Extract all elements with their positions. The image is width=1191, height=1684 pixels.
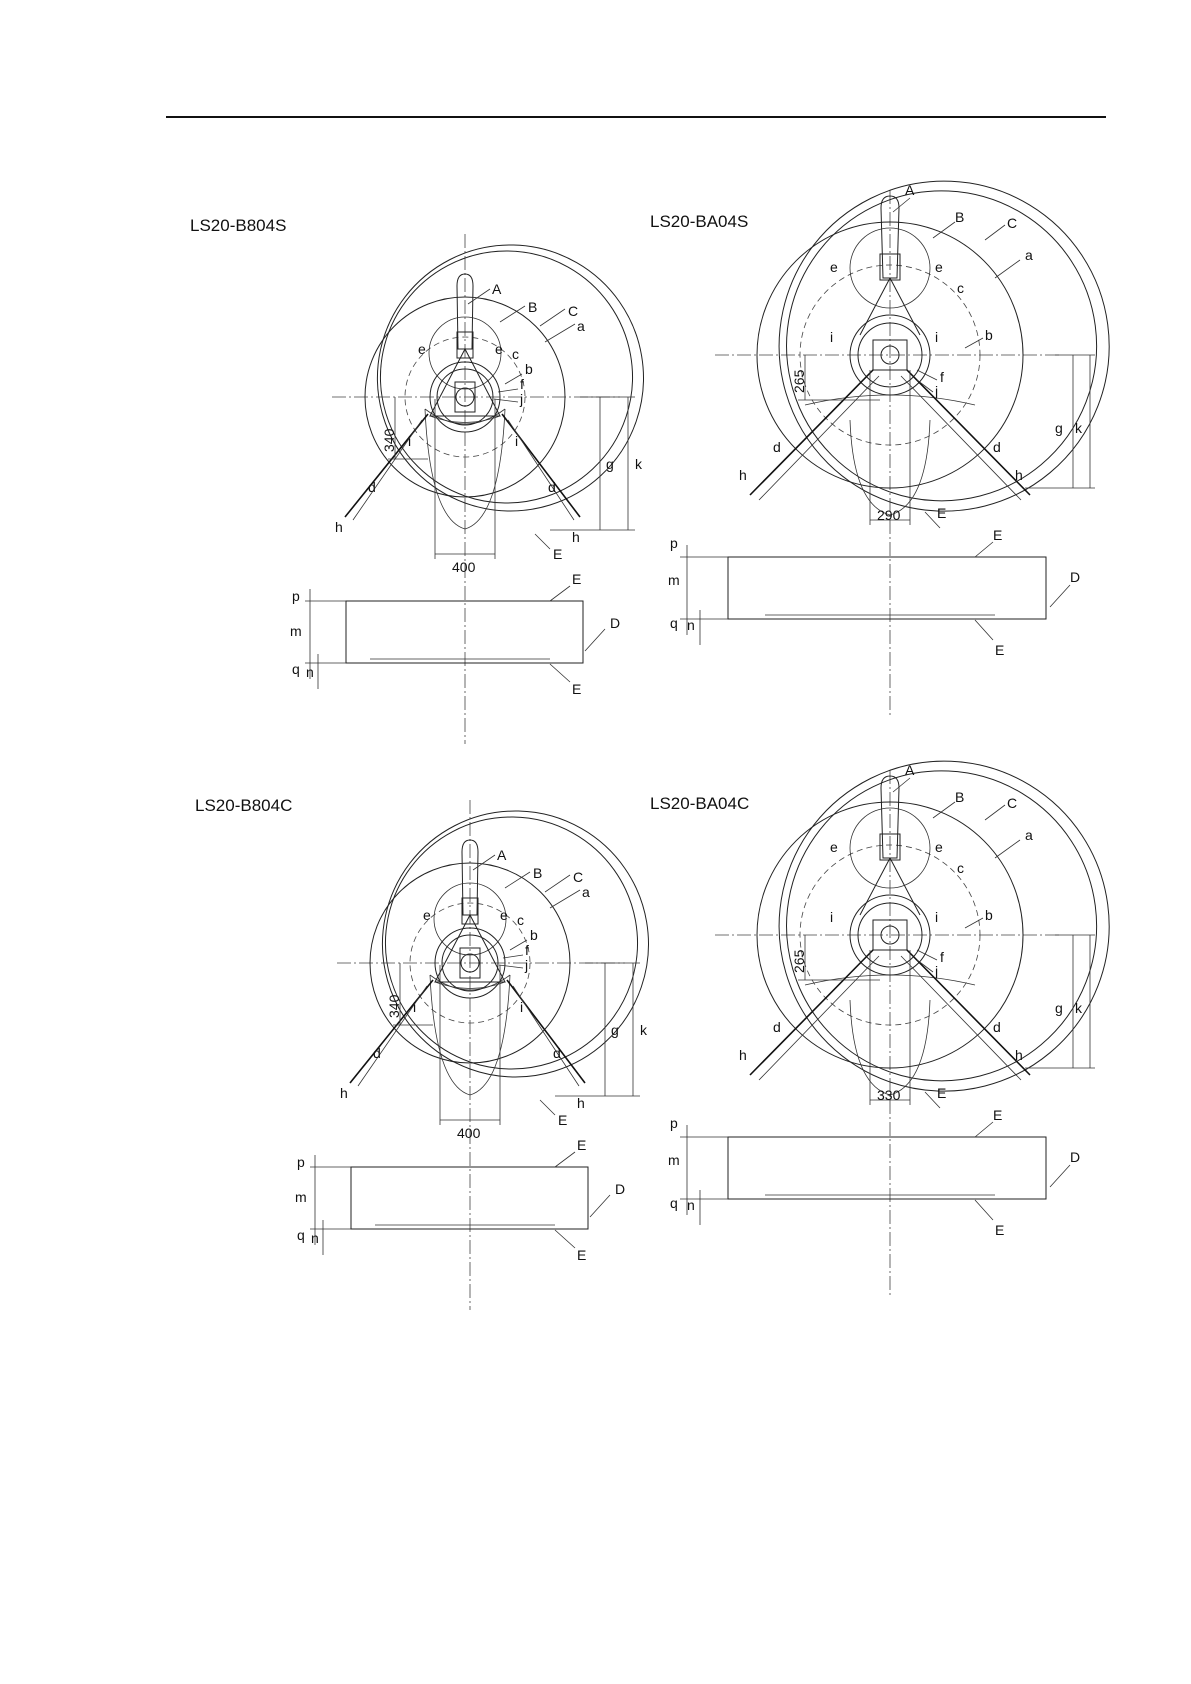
leader-a (995, 840, 1020, 858)
label-D: D (1070, 569, 1081, 585)
label-k: k (640, 1022, 647, 1038)
label-i-right: i (515, 433, 519, 449)
label-B: B (955, 209, 965, 225)
label-C: C (1007, 795, 1018, 811)
label-D: D (1070, 1149, 1081, 1165)
label-E-side-bottom: E (572, 681, 582, 697)
label-q: q (297, 1227, 305, 1243)
label-h-right: h (577, 1095, 585, 1111)
label-h-left: h (340, 1085, 348, 1101)
label-c: c (512, 346, 519, 362)
side-view-body (728, 1137, 1046, 1199)
label-b: b (525, 361, 533, 377)
reach-line-left-2 (759, 376, 879, 500)
dim-vertical-value: 340 (381, 428, 397, 452)
dim-horizontal-value: 400 (457, 1125, 481, 1141)
label-e-right: e (935, 259, 943, 275)
label-e-right: e (935, 839, 943, 855)
dim-horizontal-value: 400 (452, 559, 476, 575)
label-q: q (670, 1195, 678, 1211)
leader-E-side-top (555, 1152, 575, 1167)
outer-envelope-a (787, 771, 1097, 1081)
reach-line-right (907, 950, 1030, 1075)
label-j: j (935, 963, 939, 979)
leader-C (545, 875, 570, 892)
label-B: B (955, 789, 965, 805)
label-a: a (1025, 827, 1033, 843)
label-f: f (520, 376, 524, 392)
label-j: j (525, 957, 529, 973)
leader-A (468, 289, 490, 304)
leader-E-side-bottom (550, 664, 570, 682)
reach-line-right-2 (901, 376, 1021, 500)
label-C: C (568, 303, 579, 319)
label-d-left: d (773, 1019, 781, 1035)
label-m: m (668, 572, 680, 588)
label-i-left: i (830, 909, 834, 925)
leader-A (893, 778, 910, 792)
label-E: E (558, 1112, 568, 1128)
label-j: j (935, 383, 939, 399)
leader-E-side-bottom (555, 1230, 575, 1248)
header-rule (166, 116, 1106, 118)
label-a: a (577, 318, 585, 334)
label-f: f (940, 369, 944, 385)
dim-horizontal-value: 330 (877, 1087, 901, 1103)
leader-D (585, 629, 605, 651)
label-i-right: i (935, 329, 939, 345)
panel-ls20-b804c (195, 790, 715, 1330)
label-n: n (306, 664, 314, 680)
label-E: E (937, 1085, 947, 1101)
leader-E-side-bottom (975, 1200, 993, 1220)
label-A: A (497, 847, 507, 863)
outer-envelope-a (385, 817, 637, 1069)
label-c: c (957, 860, 964, 876)
leader-D (1050, 585, 1070, 607)
label-e-left: e (418, 341, 426, 357)
label-i-left: i (830, 329, 834, 345)
leader-j (917, 380, 933, 392)
label-h-right: h (1015, 467, 1023, 483)
leader-C (540, 309, 565, 326)
label-b: b (985, 907, 993, 923)
side-view-body (346, 601, 583, 663)
label-n: n (687, 1197, 695, 1213)
side-view-body (728, 557, 1046, 619)
leader-j (499, 965, 523, 968)
leader-f (498, 389, 518, 392)
label-E: E (553, 546, 563, 562)
label-E-side-bottom: E (995, 1222, 1005, 1238)
label-d-left: d (773, 439, 781, 455)
dim-vertical-value: 340 (386, 994, 402, 1018)
label-g: g (611, 1022, 619, 1038)
leader-b (965, 338, 983, 348)
label-e-left: e (830, 259, 838, 275)
reach-line-right (507, 980, 585, 1083)
leader-j (494, 399, 518, 402)
leader-A (893, 198, 910, 212)
leader-a (995, 260, 1020, 278)
label-e-right: e (495, 341, 503, 357)
leader-j (917, 960, 933, 972)
label-e-left: e (830, 839, 838, 855)
label-k: k (1075, 1000, 1082, 1016)
dim-vertical-value: 265 (791, 369, 807, 393)
leader-a (550, 890, 580, 908)
reach-line-left-2 (759, 956, 879, 1080)
label-c: c (957, 280, 964, 296)
label-p: p (297, 1154, 305, 1170)
leader-E-side-top (975, 542, 993, 557)
label-h-right: h (572, 529, 580, 545)
panel-ls20-ba04s (650, 182, 1170, 750)
outer-envelope-a (380, 251, 632, 503)
reach-line-right (907, 370, 1030, 495)
label-p: p (670, 535, 678, 551)
outer-envelope-C (377, 245, 643, 511)
label-d-right: d (993, 439, 1001, 455)
label-h-left: h (335, 519, 343, 535)
label-h-left: h (739, 467, 747, 483)
leader-A (473, 855, 495, 870)
leader-b (965, 918, 983, 928)
label-p: p (670, 1115, 678, 1131)
label-a: a (582, 884, 590, 900)
label-m: m (668, 1152, 680, 1168)
leader-a (545, 324, 575, 342)
reach-line-left (750, 950, 873, 1075)
label-b: b (530, 927, 538, 943)
leader-C (985, 225, 1005, 240)
leader-E (540, 1100, 555, 1115)
label-e-right: e (500, 907, 508, 923)
leader-D (590, 1195, 610, 1217)
model-title: LS20-BA04S (650, 212, 749, 231)
label-g: g (1055, 1000, 1063, 1016)
outer-envelope-C (382, 811, 648, 1077)
reach-line-left (750, 370, 873, 495)
label-d-left: d (368, 479, 376, 495)
leader-E-side-bottom (975, 620, 993, 640)
label-E: E (937, 505, 947, 521)
label-i-left: i (408, 433, 412, 449)
leader-D (1050, 1165, 1070, 1187)
panel-ls20-ba04c (650, 762, 1170, 1330)
label-f: f (525, 942, 529, 958)
leader-E (535, 534, 550, 549)
label-i-right: i (935, 909, 939, 925)
outer-envelope-C (779, 181, 1109, 511)
label-i-left: i (413, 999, 417, 1015)
label-k: k (635, 456, 642, 472)
label-j: j (520, 391, 524, 407)
reach-line-right-2 (901, 956, 1021, 1080)
label-e-left: e (423, 907, 431, 923)
label-B: B (528, 299, 538, 315)
motion-range-drawing (665, 762, 1185, 1310)
label-n: n (311, 1230, 319, 1246)
label-d-right: d (553, 1045, 561, 1061)
label-C: C (1007, 215, 1018, 231)
label-q: q (292, 661, 300, 677)
side-view-body (351, 1167, 588, 1229)
label-a: a (1025, 247, 1033, 263)
label-m: m (290, 623, 302, 639)
leader-f (503, 955, 523, 958)
outer-envelope-a (787, 191, 1097, 501)
label-D: D (610, 615, 621, 631)
label-D: D (615, 1181, 626, 1197)
label-B: B (533, 865, 543, 881)
leader-E-side-top (550, 586, 570, 601)
motion-range-drawing (665, 182, 1185, 730)
label-E-side-top: E (993, 527, 1003, 543)
label-p: p (292, 588, 300, 604)
leader-C (985, 805, 1005, 820)
label-h-left: h (739, 1047, 747, 1063)
leader-E-side-top (975, 1122, 993, 1137)
label-E-side-top: E (993, 1107, 1003, 1123)
panel-ls20-b804s (190, 210, 710, 750)
label-f: f (940, 949, 944, 965)
label-d-right: d (548, 479, 556, 495)
label-q: q (670, 615, 678, 631)
label-A: A (492, 281, 502, 297)
label-h-right: h (1015, 1047, 1023, 1063)
label-k: k (1075, 420, 1082, 436)
dim-horizontal-value: 290 (877, 507, 901, 523)
label-E-side-top: E (577, 1137, 587, 1153)
outer-envelope-C (779, 761, 1109, 1091)
label-i-right: i (520, 999, 524, 1015)
label-d-left: d (373, 1045, 381, 1061)
label-n: n (687, 617, 695, 633)
model-title: LS20-B804C (195, 796, 293, 815)
label-A: A (905, 762, 915, 778)
label-d-right: d (993, 1019, 1001, 1035)
label-g: g (606, 456, 614, 472)
leader-f (917, 370, 937, 380)
label-E-side-bottom: E (995, 642, 1005, 658)
leader-f (917, 950, 937, 960)
label-c: c (517, 912, 524, 928)
label-E-side-bottom: E (577, 1247, 587, 1263)
label-C: C (573, 869, 584, 885)
label-E-side-top: E (572, 571, 582, 587)
model-title: LS20-BA04C (650, 794, 750, 813)
dim-vertical-value: 265 (791, 949, 807, 973)
label-A: A (905, 182, 915, 198)
label-m: m (295, 1189, 307, 1205)
model-title: LS20-B804S (190, 216, 287, 235)
reach-line-right (502, 414, 580, 517)
label-g: g (1055, 420, 1063, 436)
label-b: b (985, 327, 993, 343)
